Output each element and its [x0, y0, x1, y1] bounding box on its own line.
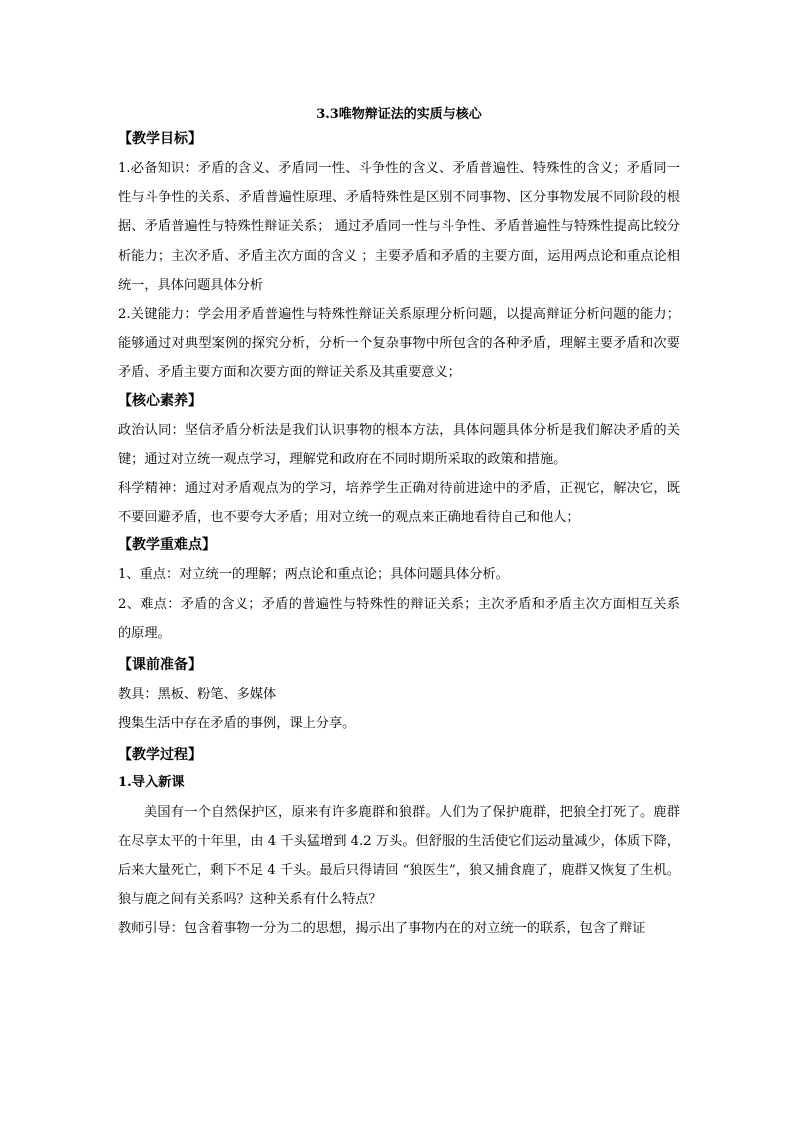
process-teacher-guide: 教师引导：包含着事物一分为二的思想，揭示出了事物内在的对立统一的联系，包含了辩证 — [118, 921, 646, 937]
keypoints-difficulty: 2、难点：矛盾的含义；矛盾的普遍性与特殊性的辩证关系；主次矛盾和矛盾主次方面相互关系的原理。 — [118, 596, 680, 641]
process-story: 美国有一个自然保护区，原来有许多鹿群和狼群。人们为了保护鹿群，把狼全打死了。鹿群在尽享太平的十年里，由 4 千头猛增到 4.2 万头。但舒服的生活使它们运动量减少，体质下降，后来大量死亡，剩下不足 4 千头。最后只得请回 “狼医生”，狼又捕食鹿了，鹿群又恢复了生机。 — [118, 804, 680, 879]
subhead-intro: 1.导入新课 — [118, 775, 185, 791]
keypoints-focus: 1、重点：对立统一的理解；两点论和重点论；具体问题具体分析。 — [118, 567, 509, 583]
heading-objectives: 【教学目标】 — [118, 131, 202, 147]
process-question: 狼与鹿之间有关系吗？这种关系有什么特点？ — [118, 892, 382, 908]
heading-literacy: 【核心素养】 — [118, 392, 202, 409]
heading-keypoints: 【教学重难点】 — [118, 537, 216, 554]
preparation-task: 搜集生活中存在矛盾的事例，课上分享。 — [118, 716, 356, 732]
heading-process: 【教学过程】 — [118, 747, 202, 764]
objectives-ability: 2.关键能力：学会用矛盾普遍性与特殊性辩证关系原理分析问题，以提高辩证分析问题的能力；能够通过对典型案例的探究分析，分析一个复杂事物中所包含的各种矛盾，理解主要矛盾和次要矛盾、矛盾主要方面和次要方面的辩证关系及其重要意义； — [118, 307, 680, 381]
document-page — [118, 104, 680, 944]
preparation-tools: 教具：黑板、粉笔、多媒体 — [118, 687, 277, 703]
literacy-science: 科学精神：通过对矛盾观点为的学习，培养学生正确对待前进途中的矛盾，正视它，解决它，既不要回避矛盾，也不要夸大矛盾；用对立统一的观点来正确地看待自己和他人； — [118, 481, 680, 526]
heading-preparation: 【课前准备】 — [118, 657, 202, 674]
literacy-political: 政治认同：坚信矛盾分析法是我们认识事物的根本方法，具体问题具体分析是我们解决矛盾的关键；通过对立统一观点学习，理解党和政府在不同时期所采取的政策和措施。 — [118, 422, 680, 467]
objectives-knowledge: 1.必备知识：矛盾的含义、矛盾同一性、斗争性的含义、矛盾普遍性、特殊性的含义；矛盾同一性与斗争性的关系、矛盾普遍性原理、矛盾特殊性是区别不同事物、区分事物发展不同阶段的根据、矛盾普遍性与特殊性辩证关系； 通过矛盾同一性与斗争性、矛盾普遍性与特殊性提高比较分析能力；主次矛盾、矛盾主次方面的含义 ；主要矛盾和矛盾的主要方面，运用两点论和重点论相统一，具体问题具体分析 — [118, 161, 680, 293]
document-title: 3.3唯物辩证法的实质与核心 — [316, 107, 482, 122]
